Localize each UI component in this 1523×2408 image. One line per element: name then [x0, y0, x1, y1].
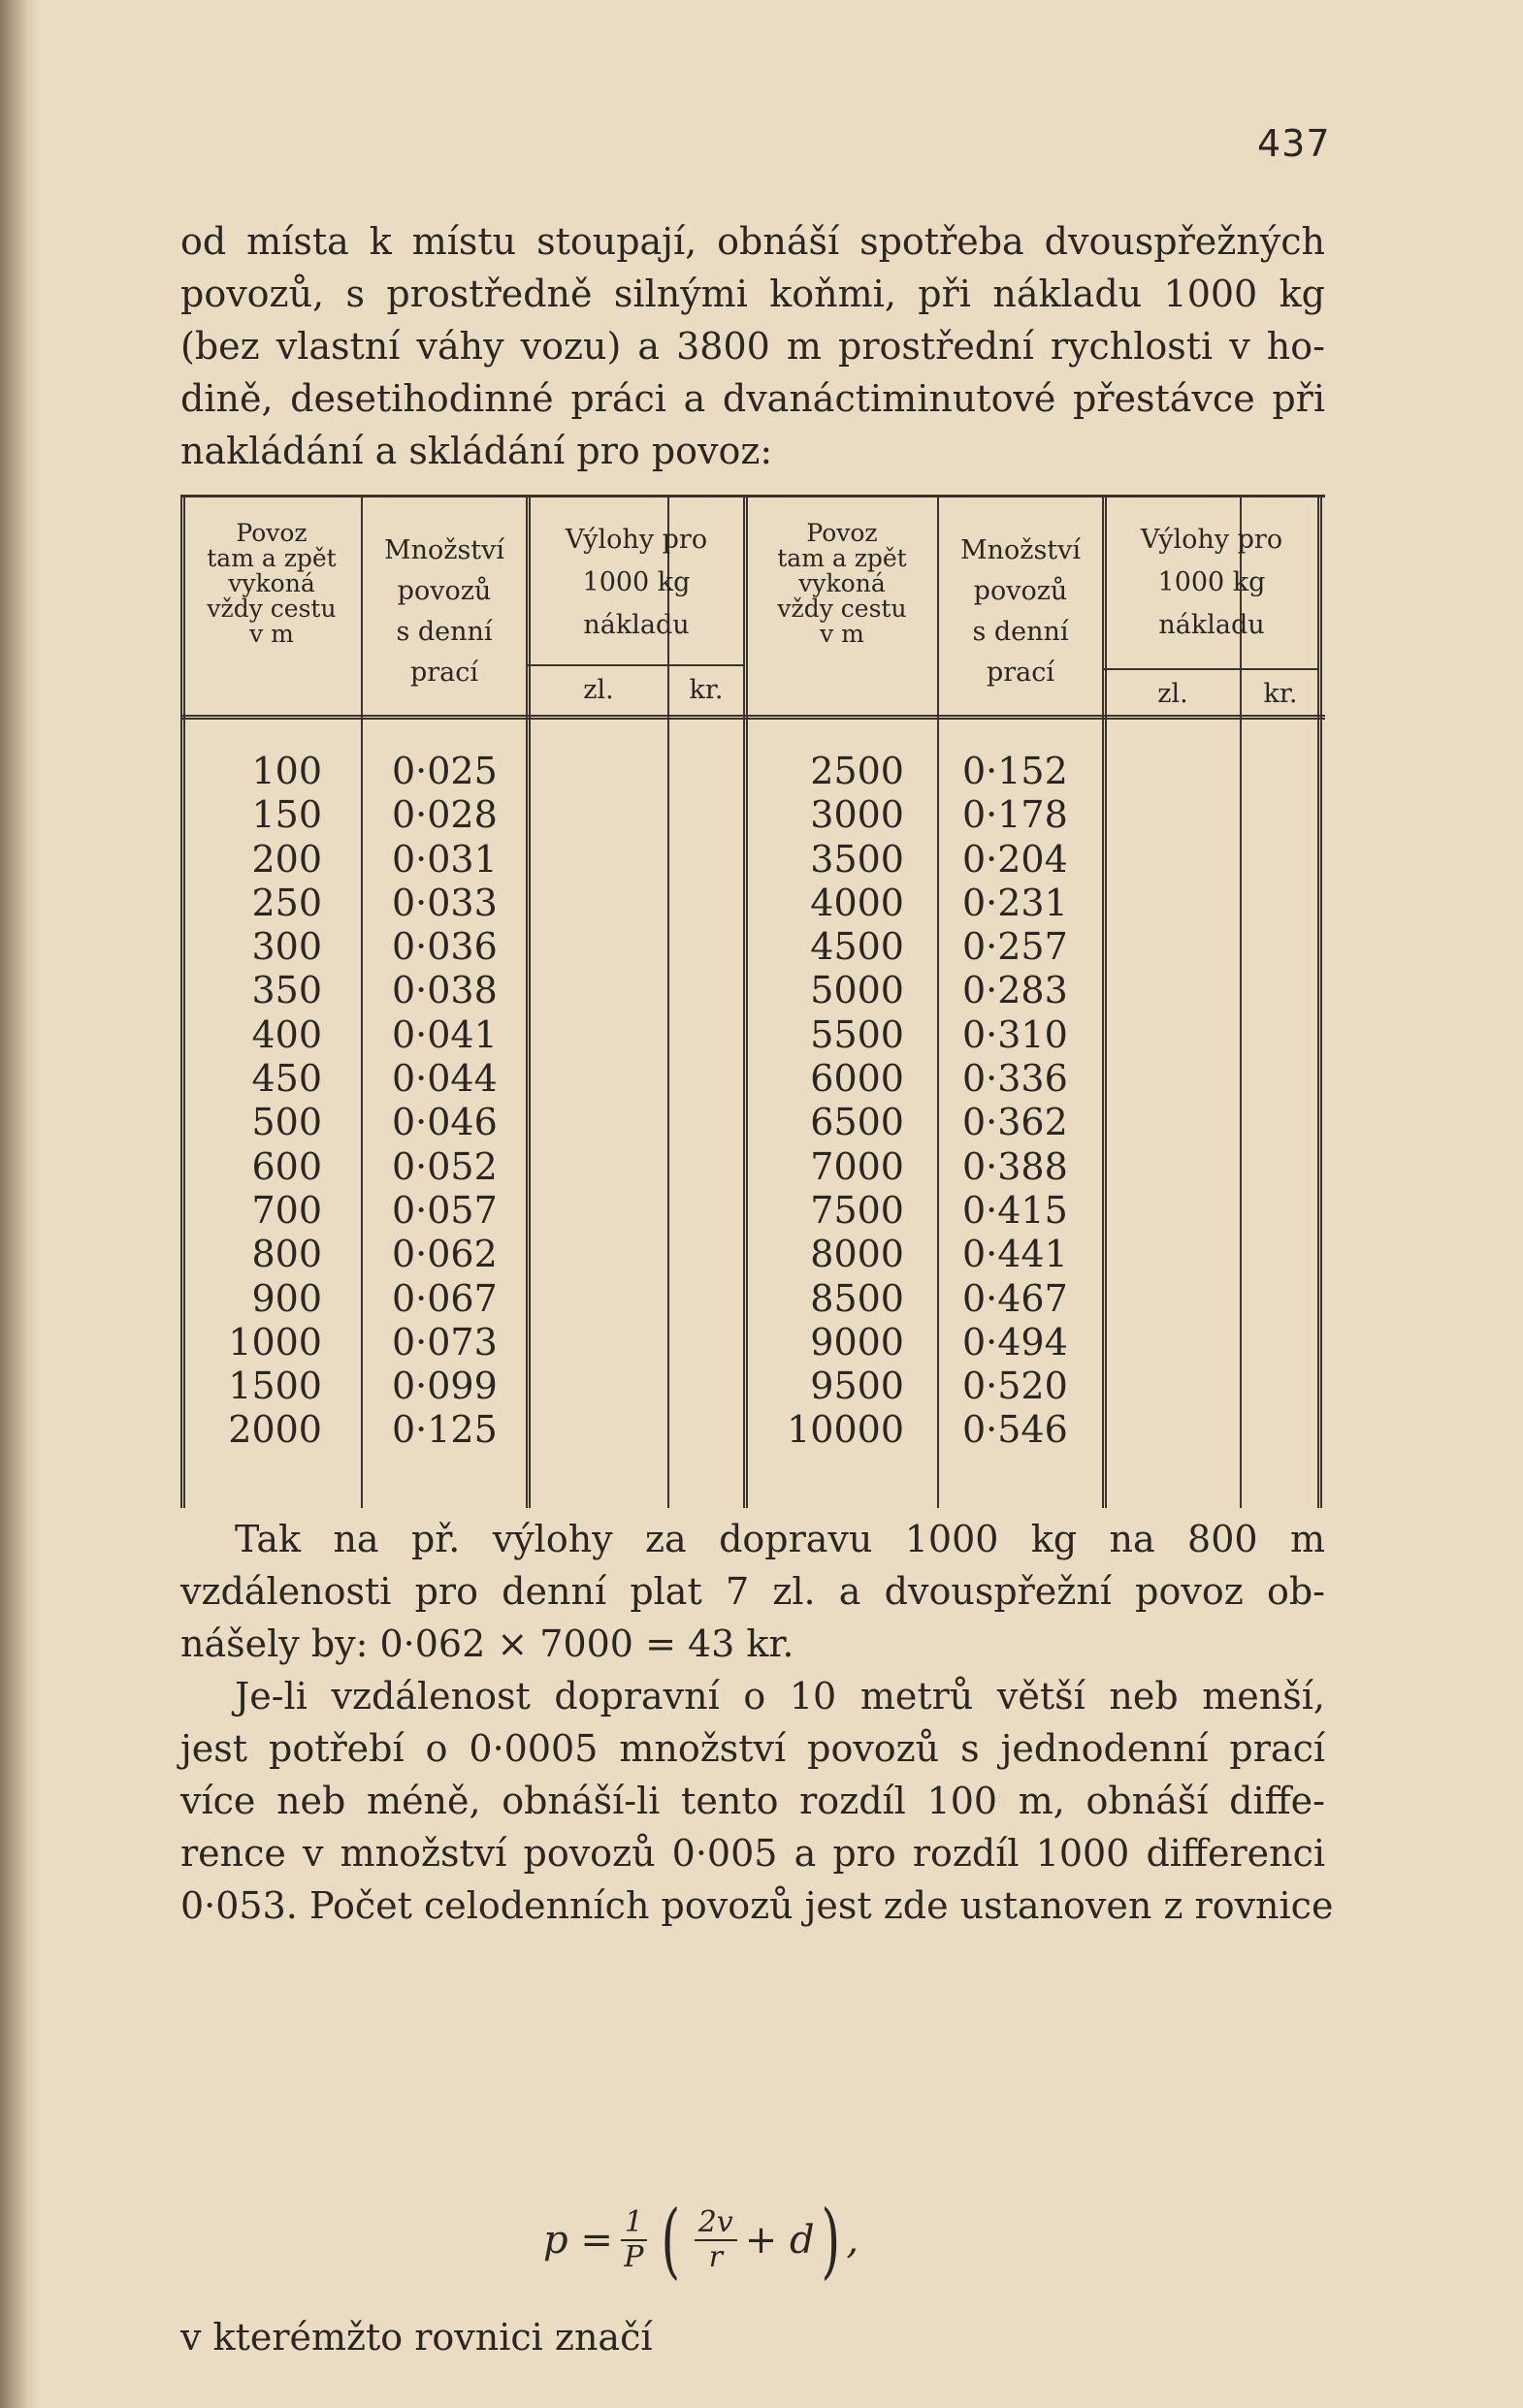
formula — [543, 2193, 859, 2288]
table-cell-quantity: 0·441 — [962, 1233, 1068, 1276]
table-cell-distance: 450 — [251, 1057, 322, 1101]
table-cell-distance: 500 — [251, 1101, 322, 1144]
table-cell-quantity: 0·231 — [962, 881, 1068, 924]
table-cell-quantity: 0·336 — [962, 1057, 1068, 1101]
header-text: prací — [986, 658, 1055, 688]
closing-line: v kterémžto rovnici značí — [180, 2316, 653, 2359]
table-rule — [667, 498, 669, 1508]
formula-numerator: 1 — [621, 2206, 647, 2241]
table-cell-quantity: 0·125 — [392, 1408, 498, 1452]
table-cell-distance: 700 — [251, 1188, 322, 1232]
table-cell-distance: 9500 — [810, 1365, 904, 1408]
header-text: s denní — [972, 617, 1069, 647]
formula-tail: , — [846, 2218, 859, 2263]
table-cell-distance: 600 — [251, 1144, 322, 1188]
header-text: Množství — [383, 535, 505, 565]
subheader-rule — [526, 664, 743, 666]
table-rule — [180, 498, 185, 1508]
table-cell-distance: 350 — [251, 969, 322, 1012]
table-cell-distance: 3000 — [810, 793, 904, 837]
table-cell-distance: 250 — [251, 881, 322, 924]
intro-line: nakládání a skládání pro povoz: — [180, 430, 773, 472]
header-kr: kr. — [689, 675, 724, 705]
header-text: vždy cestu — [777, 594, 907, 623]
table-cell-distance: 6500 — [810, 1101, 904, 1144]
table-cell-quantity: 0·467 — [962, 1276, 1068, 1320]
table-cell-quantity: 0·046 — [392, 1101, 498, 1144]
distance-column-right — [753, 750, 904, 1453]
table-cell-distance: 800 — [251, 1233, 322, 1276]
table-cell-quantity: 0·152 — [962, 750, 1068, 792]
table-cell-distance: 150 — [251, 793, 322, 837]
open-paren: ( — [661, 2193, 681, 2288]
header-text: vždy cestu — [207, 594, 337, 623]
subheader-rule — [1102, 668, 1317, 670]
header-text: v m — [249, 620, 294, 648]
close-paren: ) — [821, 2193, 840, 2288]
formula-fraction — [695, 2206, 737, 2274]
header-text: nákladu — [583, 610, 690, 640]
header-text: Výlohy pro — [565, 525, 708, 555]
header-text: povozů — [397, 576, 492, 606]
table-cell-quantity: 0·062 — [392, 1233, 498, 1276]
table-cell-quantity: 0·283 — [962, 969, 1068, 1012]
intro-paragraph — [180, 215, 1325, 477]
intro-line: od místa k místu stoupají, obnáší spotřeba dvouspřežných — [180, 220, 1325, 263]
header-text: tam a zpět — [207, 544, 337, 572]
table-rule — [1102, 498, 1107, 1508]
table-cell-distance: 900 — [251, 1276, 322, 1320]
intro-line: dině, desetihodinné práci a dvanáctiminutové přestávce při — [180, 377, 1325, 420]
table-cell-distance: 4500 — [810, 925, 904, 969]
table-cell-quantity: 0·052 — [392, 1144, 498, 1188]
header-text: povozů — [973, 576, 1068, 606]
intro-line: povozů, s prostředně silnými koňmi, při nákladu 1000 kg — [180, 273, 1325, 315]
header-text: prací — [409, 658, 479, 688]
table-cell-quantity: 0·028 — [392, 793, 498, 837]
table-cell-distance: 1500 — [228, 1365, 322, 1408]
quantity-column-left — [392, 750, 524, 1453]
table-cell-quantity: 0·044 — [392, 1057, 498, 1101]
table-cell-quantity: 0·546 — [962, 1408, 1068, 1452]
table-cell-quantity: 0·178 — [962, 793, 1068, 837]
table-cell-distance: 8000 — [810, 1233, 904, 1276]
table-cell-distance: 5000 — [810, 969, 904, 1012]
table-cell-distance: 2500 — [810, 750, 904, 792]
body-line: 0·053. Počet celodenních povozů jest zde ustanoven z rovnice — [180, 1884, 1334, 1927]
table-rule — [1317, 498, 1322, 1508]
header-kr: kr. — [1263, 679, 1298, 709]
header-zl: zl. — [1157, 679, 1188, 709]
table-cell-quantity: 0·494 — [962, 1320, 1068, 1364]
header-mnozstvi — [363, 530, 526, 693]
header-text: Povoz — [236, 519, 308, 547]
body-line: nášely by: 0·062 × 7000 = 43 kr. — [180, 1622, 794, 1665]
header-povoz — [186, 521, 357, 647]
formula-numerator: 2v — [695, 2206, 737, 2241]
table-cell-quantity: 0·415 — [962, 1188, 1068, 1232]
formula-denominator: r — [708, 2240, 723, 2274]
header-text: vykoná — [798, 569, 886, 597]
body-line: Tak na př. výlohy za dopravu 1000 kg na 800 m — [235, 1518, 1325, 1560]
table-cell-quantity: 0·031 — [392, 837, 498, 881]
table-rule — [1240, 498, 1242, 1508]
table-cell-quantity: 0·025 — [392, 750, 498, 792]
table-cell-distance: 10000 — [787, 1408, 904, 1452]
header-text: Výlohy pro — [1140, 525, 1283, 555]
table-cell-distance: 8500 — [810, 1276, 904, 1320]
table-cell-quantity: 0·257 — [962, 925, 1068, 969]
table-cell-quantity: 0·099 — [392, 1365, 498, 1408]
table-cell-distance: 9000 — [810, 1320, 904, 1364]
formula-lhs: p = — [543, 2218, 613, 2263]
table-cell-quantity: 0·310 — [962, 1012, 1068, 1056]
header-text: tam a zpět — [777, 544, 907, 572]
header-text: vykoná — [228, 569, 315, 597]
body-line: Je-li vzdálenost dopravní o 10 metrů větší neb menší, — [235, 1675, 1325, 1718]
header-separator — [180, 715, 1325, 720]
table-cell-quantity: 0·038 — [392, 969, 498, 1012]
table-cell-quantity: 0·362 — [962, 1101, 1068, 1144]
header-text: nákladu — [1158, 610, 1265, 640]
header-vylohy — [530, 519, 743, 647]
formula-denominator: P — [624, 2240, 644, 2274]
table-cell-quantity: 0·067 — [392, 1276, 498, 1320]
header-text: 1000 kg — [1157, 567, 1266, 597]
table-cell-distance: 5500 — [810, 1012, 904, 1056]
page-number: 437 — [1257, 122, 1331, 165]
page-edge-shadow — [0, 0, 39, 2408]
body-line: vzdálenosti pro denní plat 7 zl. a dvouspřežní povoz ob- — [180, 1570, 1325, 1613]
table-cell-distance: 300 — [251, 925, 322, 969]
table-cell-quantity: 0·036 — [392, 925, 498, 969]
header-vylohy — [1106, 519, 1317, 647]
body-line: více neb méně, obnáší-li tento rozdíl 100 m, obnáší diffe- — [180, 1780, 1325, 1822]
table-cell-distance: 1000 — [228, 1320, 322, 1364]
table-cell-distance: 400 — [251, 1012, 322, 1056]
table-cell-distance: 2000 — [228, 1408, 322, 1452]
table-cell-distance: 200 — [251, 837, 322, 881]
table-cell-distance: 6000 — [810, 1057, 904, 1101]
header-text: Množství — [959, 535, 1082, 565]
table-cell-distance: 7000 — [810, 1144, 904, 1188]
table-cell-distance: 4000 — [810, 881, 904, 924]
body-paragraph — [180, 1513, 1334, 1932]
table-cell-quantity: 0·388 — [962, 1144, 1068, 1188]
header-zl: zl. — [583, 675, 614, 705]
table-cell-quantity: 0·073 — [392, 1320, 498, 1364]
table-cell-distance: 3500 — [810, 837, 904, 881]
table-cell-quantity: 0·057 — [392, 1188, 498, 1232]
table-cell-quantity: 0·041 — [392, 1012, 498, 1056]
intro-line: (bez vlastní váhy vozu) a 3800 m prostřední rychlosti v ho- — [180, 325, 1325, 368]
quantity-column-right — [962, 750, 1098, 1453]
header-text: Povoz — [806, 519, 878, 547]
table-cell-quantity: 0·033 — [392, 881, 498, 924]
table-cell-quantity: 0·520 — [962, 1365, 1068, 1408]
table-rule — [526, 498, 531, 1508]
formula-plus-term: + d — [744, 2218, 815, 2263]
body-line: rence v množství povozů 0·005 a pro rozdíl 1000 differenci — [180, 1832, 1325, 1875]
table-rule — [743, 498, 748, 1508]
table-cell-distance: 100 — [251, 750, 322, 792]
header-povoz — [747, 521, 937, 647]
table-cell-distance: 7500 — [810, 1188, 904, 1232]
header-text: v m — [820, 620, 864, 648]
header-text: s denní — [396, 617, 493, 647]
transport-cost-table — [180, 495, 1325, 1508]
body-line: jest potřebí o 0·0005 množství povozů s jednodenní prací — [180, 1727, 1325, 1770]
table-cell-quantity: 0·204 — [962, 837, 1068, 881]
header-mnozstvi — [939, 530, 1102, 693]
formula-fraction — [621, 2206, 647, 2274]
header-text: 1000 kg — [582, 567, 691, 597]
distance-column-left — [190, 750, 322, 1453]
